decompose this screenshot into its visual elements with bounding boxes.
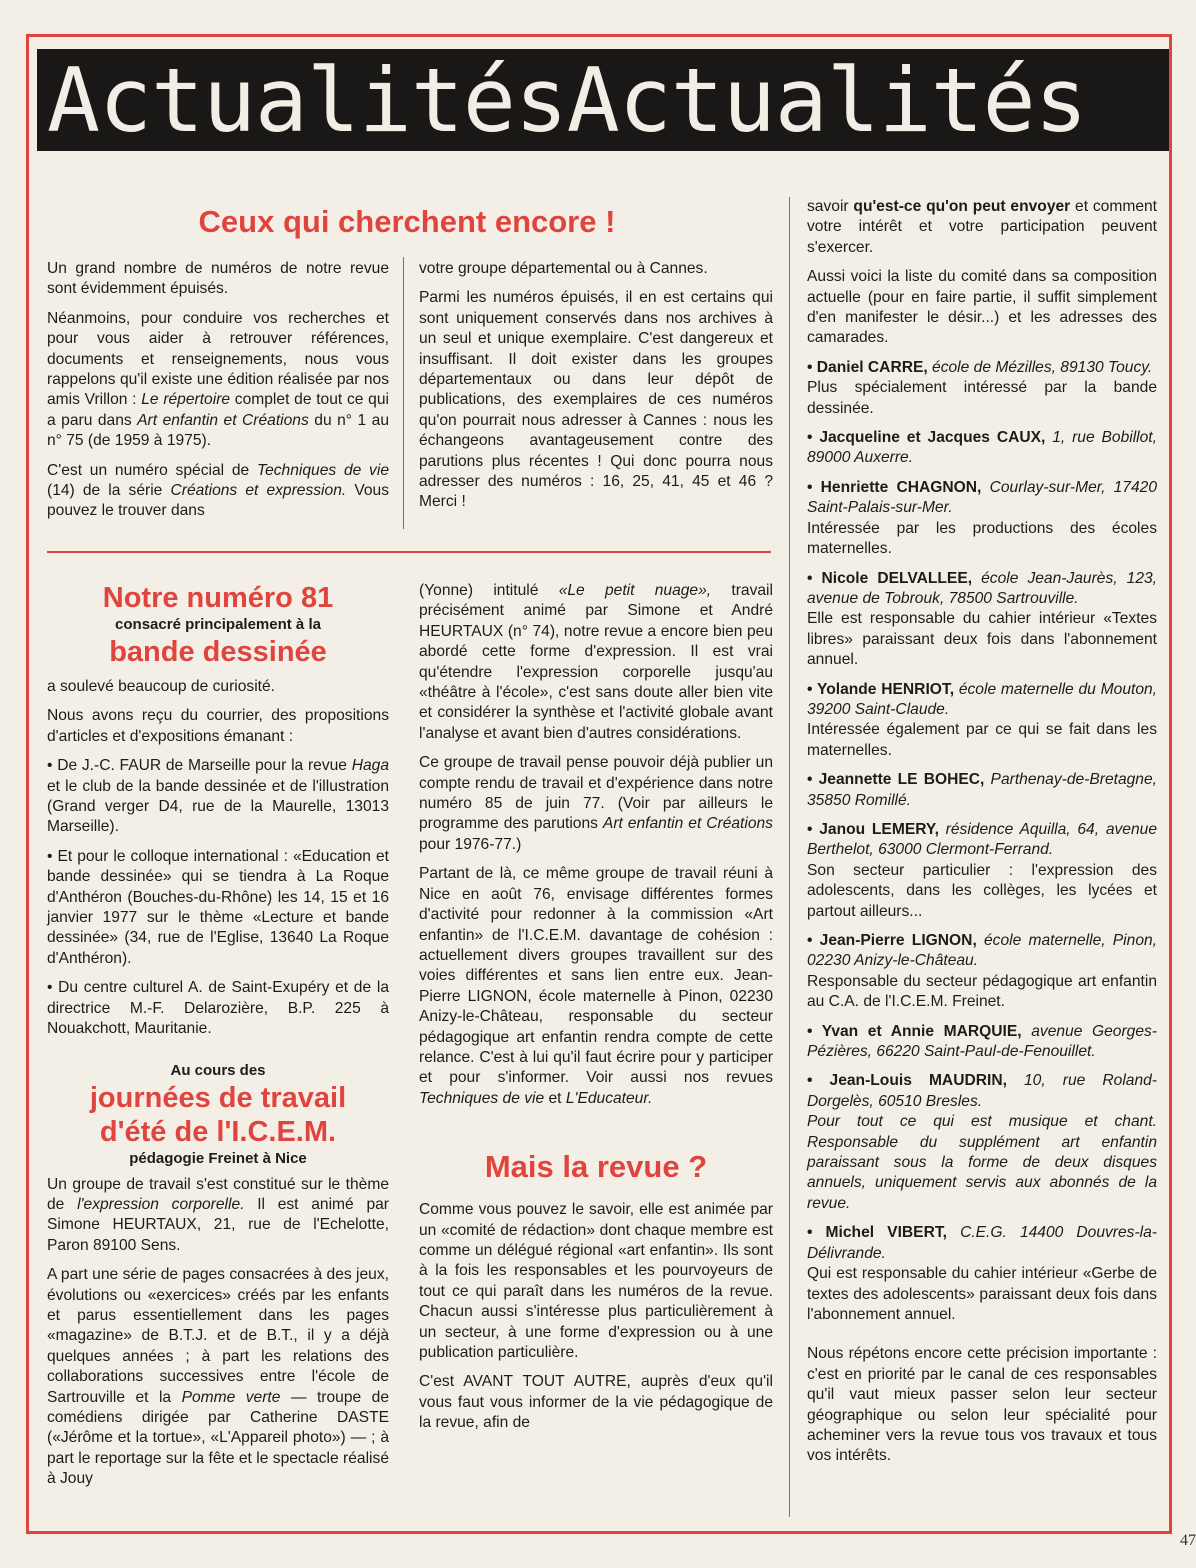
member-name: • Nicole DELVALLEE,	[807, 569, 973, 587]
committee-member	[807, 680, 1157, 762]
committee-member	[807, 428, 1157, 469]
member-note: Intéressée par les productions des écoles maternelles.	[807, 519, 1157, 558]
committee-member	[807, 1022, 1157, 1063]
member-address: école maternelle du Mouton, 39200 Saint-Claude.	[807, 680, 1157, 718]
right-col	[807, 197, 1157, 1476]
mais-p2: C'est AVANT TOUT AUTRE, auprès d'eux qu'il vous faut vous informer de la vie pédagogique de la revue, afin de	[419, 1373, 773, 1432]
journees-p1: Un groupe de travail s'est constitué sur le thème de l'expression corporelle. Il est animé par Simone HEURTAUX, 21, rue de l'Echelotte, Paron 89100 Sens.	[47, 1175, 389, 1254]
member-note: Plus spécialement intéressé par la bande dessinée.	[807, 379, 1157, 417]
journees-p4: Ce groupe de travail pense pouvoir déjà publier un compte rendu de travail et d'expérience dans notre numéro 85 de juin 77. (Voir par ailleurs le programme des parutions Art enfantin et Créations pour 1976-77.)	[419, 754, 773, 853]
ceux-p5: Parmi les numéros épuisés, il en est certains qui sont uniquement conservés dans nos archives à un seul et unique exemplaire. C'est dangereux et insuffisant. Il doit exister dans les groupes départementaux ou dans leur dépôt de publications, des exemplaires de ces numéros qu'on pourrait nous adresser à Cannes : nous les échangeons avantageusement contre des parutions plus récentes ! Qui donc pourra nous adresser des numéros : 16, 25, 41, 45 et 46 ? Merci !	[419, 289, 773, 511]
member-name: • Janou LEMERY,	[807, 820, 939, 838]
notre-bullet-3: • Du centre culturel A. de Saint-Exupéry et de la directrice M.-F. Delarozière, B.P. 225 à Nouakchott, Mauritanie.	[47, 979, 389, 1038]
journees-p3: (Yonne) intitulé «Le petit nuage», travail précisément animé par Simone et André HEURTAUX (n° 74), notre revue a encore bien peu abordé cette forme d'expression. Il est vrai qu'étendre l'expression corporelle jusqu'au «théâtre à l'école», c'est sans doute aller bien vite et considérer la synthèse et l'activité globale avant l'analyse et avant bien d'autres considérations.	[419, 582, 773, 742]
member-name: • Jean-Louis MAUDRIN,	[807, 1072, 1007, 1090]
member-note: Responsable du secteur pédagogique art enfantin au C.A. de l'I.C.E.M. Freinet.	[807, 972, 1157, 1011]
committee-list	[807, 358, 1157, 1325]
member-address: 1, rue Bobillot, 89000 Auxerre.	[807, 429, 1157, 467]
right-p1: savoir qu'est-ce qu'on peut envoyer et comment votre intérêt et votre participation peuvent s'exercer.	[807, 198, 1157, 256]
right-closing: Nous répétons encore cette précision importante : c'est en priorité par le canal de ces responsables qu'il vaut mieux passer selon leur secteur géographique ou selon leur spécialité pour acheminer vers la revue tous vos travaux et tous vos intérêts.	[807, 1345, 1157, 1465]
ceux-p2: Néanmoins, pour conduire vos recherches et pour vous aider à retrouver références, documents et renseignements, nous vous rappelons qu'il existe une édition réalisée par nos amis Vrillon : Le répertoire complet de tout ce qui a paru dans Art enfantin et Créations du n° 1 au n° 75 (de 1959 à 1975).	[47, 309, 389, 450]
mais-title: Mais la revue ?	[484, 1149, 708, 1185]
committee-member	[807, 569, 1157, 671]
page-number: 47	[1180, 1532, 1196, 1549]
notre-section	[47, 581, 389, 1499]
member-name: • Jeannette LE BOHEC,	[807, 771, 985, 789]
member-address: Parthenay-de-Bretagne, 35850 Romillé.	[807, 771, 1157, 809]
member-address: 10, rue Roland-Dorgelès, 60510 Bresles.	[807, 1072, 1158, 1110]
ceux-col-1	[47, 259, 389, 531]
column-divider	[403, 257, 404, 529]
section-divider	[47, 551, 771, 553]
member-note: Pour tout ce qui est musique et chant. Responsable du supplément art enfantin paraissant sous la forme de deux disques annuels, uniquement servis aux abonnés de la revue.	[807, 1113, 1157, 1212]
member-address: école Jean-Jaurès, 123, avenue de Tobrouk, 78500 Sartrouville.	[807, 569, 1157, 607]
member-note: Son secteur particulier : l'expression des adolescents, dans les collèges, les lycées et partout ailleurs...	[807, 861, 1157, 920]
member-name: • Yolande HENRIOT,	[807, 680, 955, 698]
committee-member	[807, 820, 1157, 922]
journees-p2: A part une série de pages consacrées à des jeux, évolutions ou «exercices» créés par les enfants et parus essentiellement dans les pages «magazine» de B.T.J. et de B.T., il y a déjà quelques années ; à part les relations des collaborations successives entre l'école de Sartrouville et la Pomme verte — troupe de comédiens dirigée par Catherine DASTE («Jérôme et la tortue», «L'Appareil photo») — ; à part le reportage sur la fête et le spectacle réalisé à Jouy	[47, 1266, 390, 1488]
member-note: Qui est responsable du cahier intérieur «Gerbe de textes des adolescents» paraissant deux fois dans l'abonnement annuel.	[807, 1265, 1157, 1323]
notre-p2: Nous avons reçu du courrier, des propositions d'articles et d'expositions émanant :	[47, 707, 389, 745]
notre-subtitle: consacré principalement à la	[115, 616, 321, 633]
member-name: • Jacqueline et Jacques CAUX,	[807, 429, 1046, 447]
right-p2: Aussi voici la liste du comité dans sa composition actuelle (pour en faire partie, il suffit simplement d'en manifester le désir...) et les adresses des camarades.	[807, 268, 1157, 347]
member-address: école de Mézilles, 89130 Toucy.	[927, 358, 1153, 376]
journees-pre: Au cours des	[170, 1061, 266, 1079]
journees-title-1: journées de travail	[89, 1081, 347, 1114]
notre-title-2: bande dessinée	[109, 636, 327, 668]
member-address: école maternelle, Pinon, 02230 Anizy-le-Château.	[807, 932, 1157, 970]
journees-p5: Partant de là, ce même groupe de travail réuni à Nice en août 76, envisage différentes formes d'activité pour redonner à la commission «Art enfantin» de l'I.C.E.M. davantage de cohésion : actuellement divers groupes travaillent sur des voies différentes et sans lien entre eux. Jean-Pierre LIGNON, école maternelle à Pinon, 02230 Anizy-le-Château, responsable du secteur pédagogique art enfantin rendra compte de cette relance. C'est à lui qu'il faut écrire pour y participer et pour s'informer. Voir aussi nos revues Techniques de vie et L'Educateur.	[419, 865, 773, 1107]
member-address: Courlay-sur-Mer, 17420 Saint-Palais-sur-Mer.	[807, 478, 1157, 517]
mais-p1: Comme vous pouvez le savoir, elle est animée par un «comité de rédaction» dont chaque membre est comme un délégué régional «art enfantin». Ils sont à la fois les responsables et les pourvoyeurs de tout ce qui paraît dans les numéros de la revue. Chacun aussi s'intéresse plus particulièrement à un secteur, à une forme d'expression ou à une publication particulière.	[419, 1201, 773, 1361]
committee-member	[807, 770, 1157, 811]
notre-bullet-1: • De J.-C. FAUR de Marseille pour la revue Haga et le club de la bande dessinée et de l'illustration (Grand verger D4, rue de la Maurelle, 13013 Marseille).	[47, 757, 389, 836]
ceux-title: Ceux qui cherchent encore !	[198, 204, 616, 239]
member-name: • Jean-Pierre LIGNON,	[807, 932, 977, 949]
journees-title-2: d'été de l'I.C.E.M.	[99, 1115, 337, 1148]
member-name: • Daniel CARRE,	[807, 358, 928, 376]
member-address: C.E.G. 14400 Douvres-la-Délivrande.	[807, 1224, 1157, 1262]
member-name: • Henriette CHAGNON,	[807, 478, 982, 496]
journees-subtitle: pédagogie Freinet à Nice	[129, 1149, 307, 1167]
committee-member	[807, 931, 1157, 1013]
ceux-col-2	[419, 259, 773, 522]
member-address: avenue Georges-Pézières, 66220 Saint-Paul-de-Fenouillet.	[807, 1022, 1157, 1061]
ceux-p1: Un grand nombre de numéros de notre revue sont évidemment épuisés.	[47, 260, 389, 298]
notre-bullet-2: • Et pour le colloque international : «Education et bande dessinée» qui se tiendra à La Roque d'Anthéron (Bouches-du-Rhône) les 14, 15 et 16 janvier 1977 sur le thème «Lecture et bande dessinée» (34, rue de l'Eglise, 13640 La Roque d'Anthéron).	[47, 847, 389, 967]
page-frame	[26, 34, 1172, 1534]
committee-member	[807, 478, 1157, 560]
right-column-divider	[789, 197, 790, 1517]
notre-title-1: Notre numéro 81	[102, 582, 334, 614]
ceux-title-wrap	[47, 203, 767, 241]
member-name: • Yvan et Annie MARQUIE,	[807, 1022, 1022, 1040]
middle-col	[419, 581, 773, 1443]
ceux-p3: C'est un numéro spécial de Techniques de vie (14) de la série Créations et expression. Vous pouvez le trouver dans	[47, 461, 390, 520]
member-name: • Michel VIBERT,	[807, 1224, 947, 1242]
member-note: Elle est responsable du cahier intérieur «Textes libres» paraissant deux fois dans l'abonnement annuel.	[807, 610, 1157, 669]
notre-p1: a soulevé beaucoup de curiosité.	[47, 678, 275, 695]
committee-member	[807, 358, 1157, 419]
committee-member	[807, 1071, 1157, 1214]
committee-member	[807, 1223, 1157, 1325]
ceux-p4: votre groupe départemental ou à Cannes.	[419, 260, 708, 277]
banner-title: ActualitésActualités	[47, 49, 1087, 151]
member-note: Intéressée également par ce qui se fait dans les maternelles.	[807, 721, 1157, 759]
header-banner	[37, 49, 1172, 151]
member-address: résidence Aquilla, 64, avenue Berthelot, 63000 Clermont-Ferrand.	[807, 820, 1157, 859]
